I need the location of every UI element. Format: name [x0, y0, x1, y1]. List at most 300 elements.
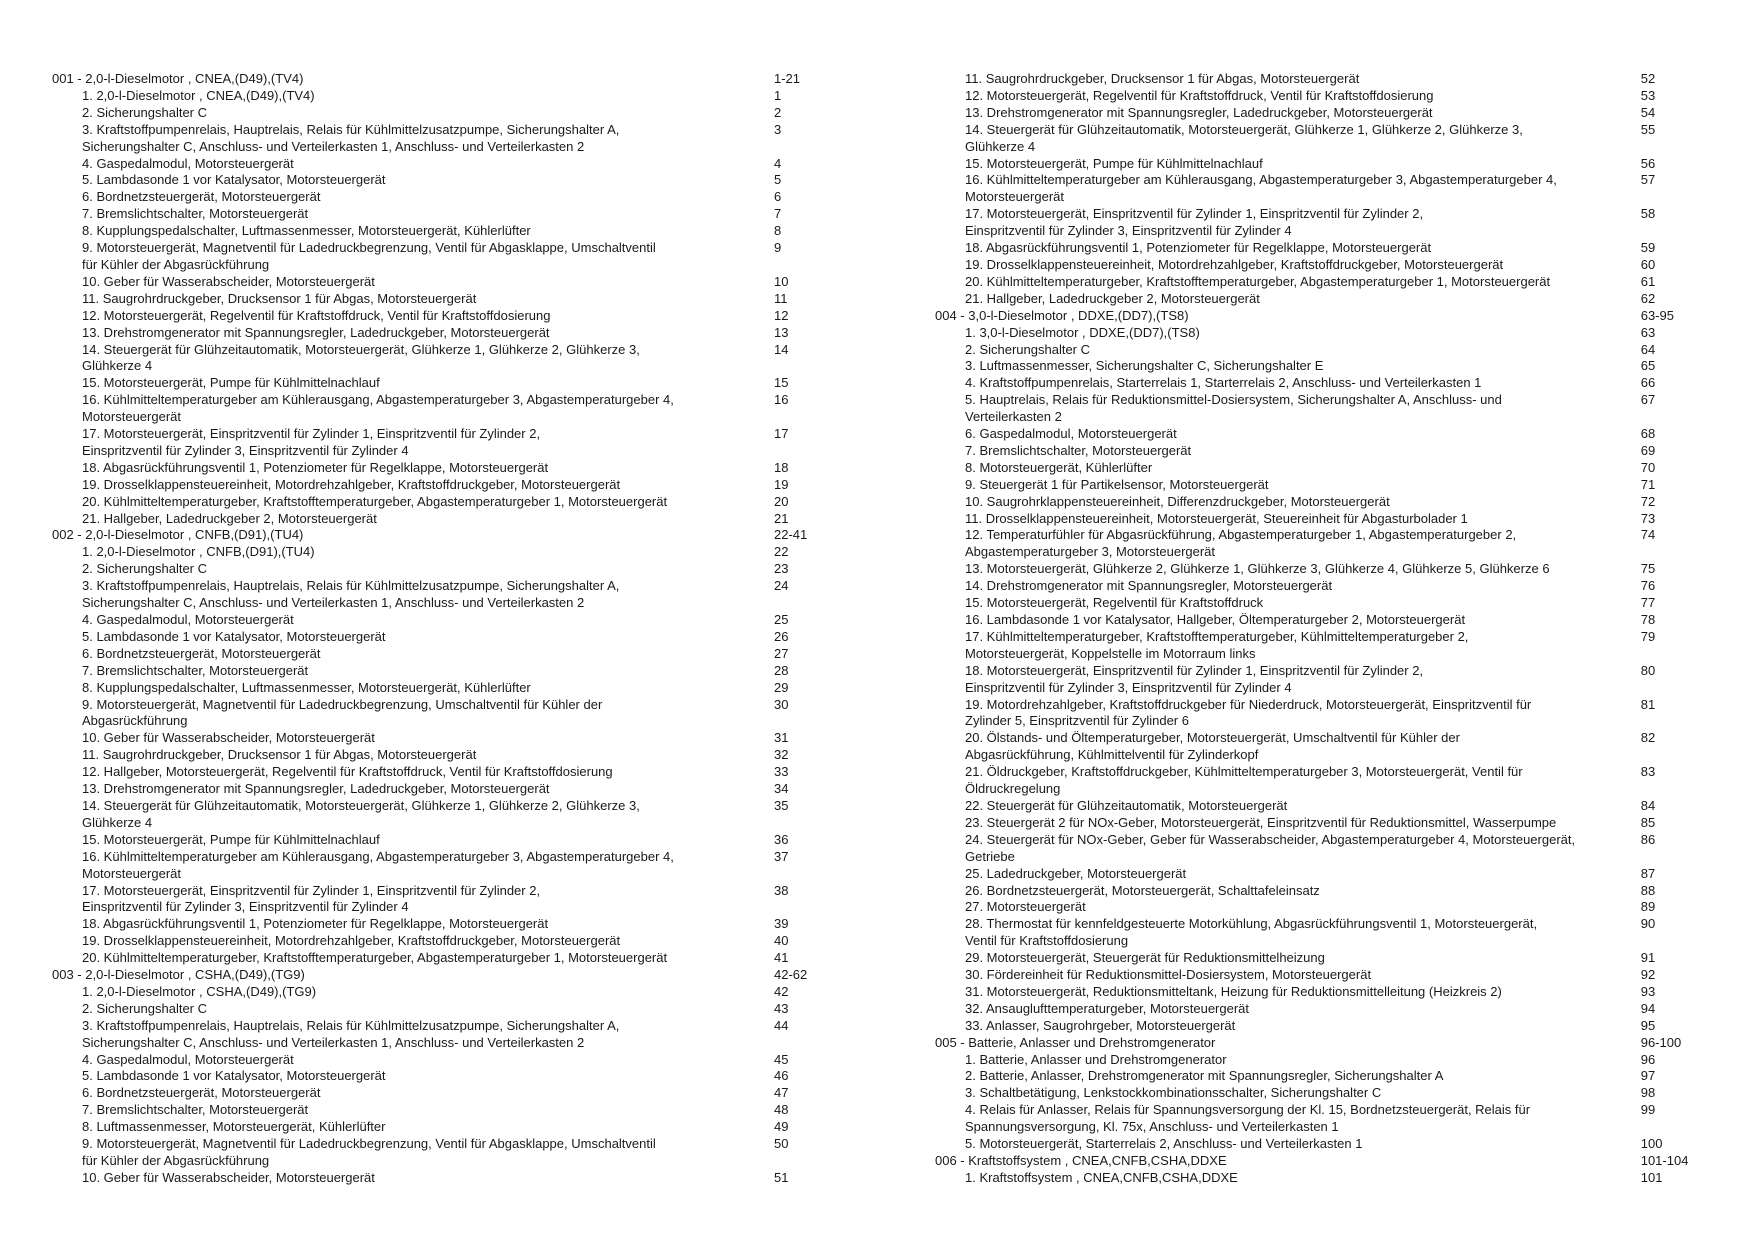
toc-entry-title: 9. Motorsteuergerät, Magnetventil für Ladedruckbegrenzung, Umschaltventil für Kühler der Abgasrückführung: [82, 696, 603, 729]
toc-section[interactable]: [52, 527, 864, 544]
toc-entry-page: 2: [774, 104, 782, 120]
toc-entry[interactable]: [52, 172, 864, 189]
toc-entry-page: 71: [1640, 476, 1656, 492]
toc-entry-page: 19: [774, 476, 789, 492]
toc-entry-page: 37: [774, 848, 789, 864]
toc-entry-page: 84: [1640, 797, 1656, 813]
toc-entry-page: 76: [1640, 578, 1656, 594]
toc-entry-title: 006 - Kraftstoffsystem , CNEA,CNFB,CSHA,DDXE: [935, 1153, 1227, 1168]
toc-entry-page: 52: [1640, 71, 1656, 86]
toc-entry[interactable]: [935, 1068, 1710, 1085]
toc-entry[interactable]: [935, 967, 1710, 984]
toc-entry[interactable]: [935, 1018, 1710, 1035]
toc-entry[interactable]: [52, 1136, 864, 1170]
toc-entry[interactable]: [52, 764, 864, 781]
toc-entry-title: 8. Kupplungspedalschalter, Luftmassenmesser, Motorsteuergerät, Kühlerlüfter: [82, 223, 531, 239]
toc-entry-page: 12: [774, 307, 789, 323]
toc-entry[interactable]: [935, 798, 1710, 815]
toc-entry[interactable]: [52, 984, 864, 1001]
toc-entry[interactable]: [52, 308, 864, 325]
toc-entry-title: 12. Temperaturfühler für Abgasrückführung, Abgastemperaturgeber 1, Abgastemperaturgeber 2, Abgastemperaturgeber 3, Motorsteuergerät: [965, 527, 1517, 560]
toc-entry[interactable]: [52, 105, 864, 122]
toc-entry-page: 13: [774, 324, 789, 340]
toc-entry-title: 1. 2,0-l-Dieselmotor , CNEA,(D49),(TV4): [82, 87, 315, 103]
toc-entry[interactable]: [52, 274, 864, 291]
toc-entry-title: 3. Kraftstoffpumpenrelais, Hauptrelais, Relais für Kühlmittelzusatzpumpe, Sicherungshalter A, Sicherungshalter C, Anschluss- und Verteilerkasten 1, Anschluss- und Verteilerkasten 2: [82, 1017, 620, 1050]
toc-entry[interactable]: [935, 274, 1710, 291]
toc-entry[interactable]: [935, 257, 1710, 274]
toc-entry-title: 002 - 2,0-l-Dieselmotor , CNFB,(D91),(TU4): [52, 527, 304, 543]
toc-entry-page: 10: [774, 273, 789, 289]
toc-entry-title: 18. Abgasrückführungsventil 1, Potenziometer für Regelklappe, Motorsteuergerät: [82, 916, 549, 932]
toc-entry-title: 5. Lambdasonde 1 vor Katalysator, Motorsteuergerät: [82, 172, 386, 188]
toc-entry[interactable]: [935, 1085, 1710, 1102]
toc-entry[interactable]: [52, 1119, 864, 1136]
toc-entry-title: 26. Bordnetzsteuergerät, Motorsteuergerät, Schalttafeleinsatz: [965, 882, 1320, 898]
toc-entry[interactable]: [52, 156, 864, 173]
toc-entry-title: 005 - Batterie, Anlasser und Drehstromgenerator: [935, 1034, 1216, 1050]
toc-entry[interactable]: [935, 291, 1710, 308]
toc-entry-page: 21: [774, 510, 789, 526]
toc-entry[interactable]: [52, 916, 864, 933]
toc-entry-title: 30. Fördereinheit für Reduktionsmittel-Dosiersystem, Motorsteuergerät: [965, 967, 1372, 983]
toc-entry-title: 8. Luftmassenmesser, Motorsteuergerät, Kühlerlüfter: [82, 1119, 386, 1135]
toc-entry-page: 89: [1640, 899, 1656, 915]
toc-entry-title: 2. Sicherungshalter C: [82, 561, 208, 577]
toc-entry[interactable]: [52, 933, 864, 950]
toc-entry-title: 16. Kühlmitteltemperaturgeber am Kühlerausgang, Abgastemperaturgeber 3, Abgastemperaturgeber 4, Motorsteuergerät: [965, 172, 1557, 205]
toc-entry-title: 19. Drosselklappensteuereinheit, Motordrehzahlgeber, Kraftstoffdruckgeber, Motorsteuergerät: [965, 256, 1504, 272]
toc-entry[interactable]: [935, 1136, 1710, 1153]
toc-entry-page: 54: [1640, 104, 1656, 120]
toc-entry-page: 24: [774, 578, 789, 594]
toc-entry-title: 8. Kupplungspedalschalter, Luftmassenmesser, Motorsteuergerät, Kühlerlüfter: [82, 679, 531, 695]
toc-entry-title: 23. Steuergerät 2 für NOx-Geber, Motorsteuergerät, Einspritzventil für Reduktionsmittel, Wasserpumpe: [965, 814, 1557, 830]
toc-entry-title: 19. Motordrehzahlgeber, Kraftstoffdruckgeber für Niederdruck, Motorsteuergerät, Einspritzventil für Zylinder 5, Einspritzventil für Zylinder 6: [965, 696, 1532, 729]
toc-entry-title: 14. Steuergerät für Glühzeitautomatik, Motorsteuergerät, Glühkerze 1, Glühkerze 2, Glühkerze 3, Glühkerze 4: [82, 341, 640, 374]
toc-entry-page: 86: [1640, 831, 1656, 847]
toc-entry-title: 1. 2,0-l-Dieselmotor , CNFB,(D91),(TU4): [82, 544, 315, 560]
toc-section[interactable]: [935, 1035, 1710, 1052]
toc-section[interactable]: [935, 1153, 1710, 1170]
toc-section[interactable]: [935, 308, 1710, 325]
toc-entry[interactable]: [52, 747, 864, 764]
toc-entry-page: 79: [1640, 628, 1656, 644]
toc-entry[interactable]: [52, 629, 864, 646]
toc-entry-page: 96: [1640, 1051, 1656, 1067]
toc-entry[interactable]: [52, 325, 864, 342]
toc-entry[interactable]: [52, 832, 864, 849]
toc-entry-page: 90: [1640, 916, 1656, 932]
toc-entry[interactable]: [935, 240, 1710, 257]
toc-entry-title: 6. Bordnetzsteuergerät, Motorsteuergerät: [82, 189, 321, 205]
toc-entry[interactable]: [52, 1018, 864, 1052]
toc-entry-title: 9. Motorsteuergerät, Magnetventil für Ladedruckbegrenzung, Ventil für Abgasklappe, Umschaltventil für Kühler der Abgasrückführung: [82, 1136, 656, 1168]
toc-entry[interactable]: [935, 612, 1710, 629]
toc-entry-title: 19. Drosselklappensteuereinheit, Motordrehzahlgeber, Kraftstoffdruckgeber, Motorsteuergerät: [82, 476, 621, 492]
toc-entry-page: 47: [774, 1085, 789, 1101]
toc-entry-title: 19. Drosselklappensteuereinheit, Motordrehzahlgeber, Kraftstoffdruckgeber, Motorsteuergerät: [82, 933, 621, 949]
toc-entry-page: 100: [1640, 1136, 1663, 1152]
toc-entry-page: 5: [774, 172, 782, 188]
toc-entry-page: 81: [1640, 696, 1656, 712]
toc-entry[interactable]: [935, 71, 1710, 88]
toc-entry-page: 75: [1640, 561, 1656, 577]
toc-entry-title: 3. Schaltbetätigung, Lenkstockkombinationsschalter, Sicherungshalter C: [965, 1085, 1382, 1101]
toc-entry-title: 7. Bremslichtschalter, Motorsteuergerät: [82, 1102, 309, 1118]
toc-entry-title: 15. Motorsteuergerät, Pumpe für Kühlmittelnachlauf: [82, 375, 380, 391]
toc-entry[interactable]: [52, 477, 864, 494]
toc-entry-title: 29. Motorsteuergerät, Steuergerät für Reduktionsmittelheizung: [965, 950, 1325, 966]
toc-entry-title: 21. Öldruckgeber, Kraftstoffdruckgeber, Kühlmitteltemperaturgeber 3, Motorsteuergerät, Ventil für Öldruckregelung: [965, 764, 1523, 797]
toc-entry-page: 22-41: [774, 527, 808, 543]
toc-column-left: [52, 71, 864, 1187]
toc-entry[interactable]: [935, 342, 1710, 359]
toc-entry-page: 29: [774, 679, 789, 695]
toc-entry[interactable]: [52, 1052, 864, 1069]
toc-entry-page: 51: [774, 1169, 789, 1185]
toc-entry-title: 7. Bremslichtschalter, Motorsteuergerät: [82, 662, 309, 678]
toc-entry[interactable]: [935, 1052, 1710, 1069]
toc-entry-title: 4. Kraftstoffpumpenrelais, Starterrelais 1, Starterrelais 2, Anschluss- und Verteilerkasten 1: [965, 375, 1482, 391]
toc-entry[interactable]: [935, 426, 1710, 443]
toc-entry[interactable]: [52, 206, 864, 223]
toc-entry-page: 88: [1640, 882, 1656, 898]
toc-entry-title: 16. Lambdasonde 1 vor Katalysator, Hallgeber, Öltemperaturgeber 2, Motorsteuergerät: [965, 612, 1466, 627]
toc-entry[interactable]: [935, 629, 1710, 663]
toc-entry-title: 6. Bordnetzsteuergerät, Motorsteuergerät: [82, 645, 321, 661]
toc-entry-title: 1. 2,0-l-Dieselmotor , CSHA,(D49),(TG9): [82, 983, 317, 999]
toc-entry-page: 44: [774, 1017, 789, 1033]
toc-entry-page: 60: [1640, 256, 1656, 272]
toc-entry[interactable]: [935, 578, 1710, 595]
toc-entry[interactable]: [935, 832, 1710, 866]
toc-entry-title: 18. Motorsteuergerät, Einspritzventil für Zylinder 1, Einspritzventil für Zylinder 2, Einspritzventil für Zylinder 3, Einspritzventil für Zylinder 4: [965, 662, 1424, 695]
toc-entry-title: 4. Gaspedalmodul, Motorsteuergerät: [82, 612, 294, 627]
toc-entry-title: 2. Sicherungshalter C: [82, 1000, 208, 1016]
toc-entry-title: 001 - 2,0-l-Dieselmotor , CNEA,(D49),(TV4): [52, 71, 304, 86]
toc-entry-title: 15. Motorsteuergerät, Pumpe für Kühlmittelnachlauf: [82, 831, 380, 847]
toc-entry[interactable]: [52, 1085, 864, 1102]
toc-entry-page: 64: [1640, 341, 1656, 357]
toc-entry-page: 56: [1640, 155, 1656, 171]
toc-entry[interactable]: [52, 375, 864, 392]
toc-entry-page: 16: [774, 392, 789, 408]
toc-entry-page: 18: [774, 459, 789, 475]
toc-entry-page: 80: [1640, 662, 1656, 678]
toc-entry-title: 13. Drehstromgenerator mit Spannungsregler, Ladedruckgeber, Motorsteuergerät: [965, 104, 1433, 120]
toc-entry[interactable]: [935, 156, 1710, 173]
toc-entry-page: 30: [774, 696, 789, 712]
toc-entry-page: 83: [1640, 764, 1656, 780]
toc-entry[interactable]: [935, 561, 1710, 578]
toc-entry-page: 65: [1640, 358, 1656, 374]
toc-entry-page: 36: [774, 831, 789, 847]
toc-entry-title: 17. Motorsteuergerät, Einspritzventil für Zylinder 1, Einspritzventil für Zylinder 2, Einspritzventil für Zylinder 3, Einspritzventil für Zylinder 4: [965, 206, 1424, 239]
toc-entry[interactable]: [935, 206, 1710, 240]
toc-entry-title: 5. Lambdasonde 1 vor Katalysator, Motorsteuergerät: [82, 628, 386, 644]
toc-entry[interactable]: [52, 781, 864, 798]
toc-entry-title: 14. Drehstromgenerator mit Spannungsregler, Motorsteuergerät: [965, 578, 1333, 594]
toc-entry-title: 4. Gaspedalmodul, Motorsteuergerät: [82, 1051, 294, 1067]
toc-entry[interactable]: [52, 511, 864, 528]
toc-entry-title: 1. Kraftstoffsystem , CNEA,CNFB,CSHA,DDXE: [965, 1169, 1238, 1185]
toc-entry[interactable]: [52, 240, 864, 274]
toc-entry[interactable]: [935, 899, 1710, 916]
toc-entry-page: 9: [774, 240, 782, 256]
toc-section[interactable]: [52, 967, 864, 984]
toc-entry-page: 6: [774, 189, 782, 205]
toc-entry[interactable]: [52, 697, 864, 731]
toc-entry-title: 10. Geber für Wasserabscheider, Motorsteuergerät: [82, 273, 375, 289]
toc-entry[interactable]: [52, 680, 864, 697]
toc-entry[interactable]: [935, 105, 1710, 122]
toc-entry-title: 004 - 3,0-l-Dieselmotor , DDXE,(DD7),(TS8): [935, 307, 1189, 323]
toc-entry[interactable]: [935, 866, 1710, 883]
toc-entry-page: 97: [1640, 1068, 1656, 1084]
toc-entry[interactable]: [935, 663, 1710, 697]
toc-entry-page: 85: [1640, 814, 1656, 830]
toc-entry[interactable]: [52, 1068, 864, 1085]
toc-entry[interactable]: [935, 477, 1710, 494]
toc-entry-title: 2. Sicherungshalter C: [82, 104, 208, 120]
toc-entry-page: 1: [774, 87, 782, 103]
toc-entry[interactable]: [935, 1102, 1710, 1136]
toc-entry[interactable]: [935, 511, 1710, 528]
toc-entry-title: 6. Gaspedalmodul, Motorsteuergerät: [965, 426, 1177, 442]
toc-entry-page: 70: [1640, 459, 1656, 475]
toc-entry-page: 46: [774, 1068, 789, 1084]
toc-entry[interactable]: [52, 189, 864, 206]
toc-entry-page: 95: [1640, 1017, 1656, 1033]
toc-entry-title: 8. Motorsteuergerät, Kühlerlüfter: [965, 459, 1153, 475]
toc-entry-title: 32. Ansauglufttemperaturgeber, Motorsteuergerät: [965, 1000, 1250, 1016]
toc-entry[interactable]: [52, 578, 864, 612]
toc-entry-page: 77: [1640, 595, 1656, 611]
toc-entry-page: 4: [774, 155, 782, 171]
toc-entry[interactable]: [935, 88, 1710, 105]
toc-entry[interactable]: [52, 460, 864, 477]
toc-entry[interactable]: [935, 122, 1710, 156]
toc-entry-page: 96-100: [1640, 1034, 1682, 1050]
toc-entry-title: 33. Anlasser, Saugrohrgeber, Motorsteuergerät: [965, 1017, 1236, 1033]
toc-entry-page: 35: [774, 797, 789, 813]
toc-entry[interactable]: [935, 392, 1710, 426]
toc-entry-title: 18. Abgasrückführungsventil 1, Potenziometer für Regelklappe, Motorsteuergerät: [82, 459, 549, 475]
toc-column-right: [935, 71, 1710, 1187]
toc-entry-page: 45: [774, 1051, 789, 1067]
toc-entry-page: 23: [774, 561, 789, 577]
toc-entry[interactable]: [52, 663, 864, 680]
toc-entry-title: 27. Motorsteuergerät: [965, 899, 1086, 915]
toc-entry-page: 72: [1640, 493, 1656, 509]
toc-entry-title: 4. Gaspedalmodul, Motorsteuergerät: [82, 155, 294, 171]
toc-entry-page: 41: [774, 950, 789, 966]
toc-entry-title: 5. Hauptrelais, Relais für Reduktionsmittel-Dosiersystem, Sicherungshalter A, Anschluss- und Verteilerkasten 2: [965, 392, 1502, 425]
toc-entry[interactable]: [52, 1001, 864, 1018]
toc-entry-title: 15. Motorsteuergerät, Regelventil für Kraftstoffdruck: [965, 595, 1264, 611]
toc-entry[interactable]: [935, 595, 1710, 612]
toc-entry-page: 63: [1640, 324, 1656, 340]
toc-entry-page: 22: [774, 544, 789, 560]
toc-entry-page: 25: [774, 612, 789, 627]
toc-entry-page: 42: [774, 983, 789, 999]
toc-entry-title: 7. Bremslichtschalter, Motorsteuergerät: [82, 206, 309, 222]
toc-entry-page: 31: [774, 730, 789, 746]
toc-entry-title: 2. Sicherungshalter C: [965, 341, 1091, 357]
toc-entry-title: 14. Steuergerät für Glühzeitautomatik, Motorsteuergerät, Glühkerze 1, Glühkerze 2, Glühkerze 3, Glühkerze 4: [82, 797, 640, 830]
toc-entry-page: 98: [1640, 1085, 1656, 1101]
toc-entry[interactable]: [935, 494, 1710, 511]
toc-entry-page: 28: [774, 662, 789, 678]
toc-entry-page: 42-62: [774, 967, 808, 983]
toc-entry-title: 20. Ölstands- und Öltemperaturgeber, Motorsteuergerät, Umschaltventil für Kühler der Abgasrückführung, Kühlmittelventil für Zylinderkopf: [965, 730, 1460, 763]
toc-entry-page: 61: [1640, 273, 1656, 289]
toc-entry[interactable]: [52, 849, 864, 883]
toc-entry-title: 7. Bremslichtschalter, Motorsteuergerät: [965, 442, 1192, 458]
toc-entry[interactable]: [52, 342, 864, 376]
toc-entry[interactable]: [52, 798, 864, 832]
toc-entry[interactable]: [935, 730, 1710, 764]
toc-entry-title: 17. Motorsteuergerät, Einspritzventil für Zylinder 1, Einspritzventil für Zylinder 2, Einspritzventil für Zylinder 3, Einspritzventil für Zylinder 4: [82, 426, 541, 458]
toc-entry[interactable]: [935, 460, 1710, 477]
toc-entry-title: 20. Kühlmitteltemperaturgeber, Kraftstofftemperaturgeber, Abgastemperaturgeber 1, Motorsteuergerät: [82, 950, 668, 966]
toc-entry-page: 99: [1640, 1102, 1656, 1118]
toc-entry[interactable]: [935, 358, 1710, 375]
toc-entry-page: 74: [1640, 527, 1656, 543]
toc-entry[interactable]: [52, 1102, 864, 1119]
toc-entry[interactable]: [935, 1001, 1710, 1018]
toc-entry-title: 2. Batterie, Anlasser, Drehstromgenerator mit Spannungsregler, Sicherungshalter A: [965, 1068, 1444, 1084]
toc-entry-page: 14: [774, 341, 789, 357]
toc-entry[interactable]: [52, 612, 864, 629]
toc-entry-title: 21. Hallgeber, Ladedruckgeber 2, Motorsteuergerät: [82, 510, 377, 526]
toc-entry-page: 58: [1640, 206, 1656, 222]
toc-entry[interactable]: [935, 1170, 1710, 1187]
toc-entry-title: 11. Saugrohrdruckgeber, Drucksensor 1 für Abgas, Motorsteuergerät: [82, 290, 477, 306]
toc-entry-title: 3. Luftmassenmesser, Sicherungshalter C, Sicherungshalter E: [965, 358, 1324, 374]
toc-section[interactable]: [52, 71, 864, 88]
toc-entry-page: 91: [1640, 950, 1656, 966]
toc-entry[interactable]: [52, 1170, 864, 1187]
toc-entry-title: 28. Thermostat für kennfeldgesteuerte Motorkühlung, Abgasrückführungsventil 1, Motorsteuergerät, Ventil für Kraftstoffdosierung: [965, 916, 1538, 949]
toc-entry-title: 4. Relais für Anlasser, Relais für Spannungsversorgung der Kl. 15, Bordnetzsteuergerät, Relais für Spannungsversorgung, Kl. 75x, Anschluss- und Verteilerkasten 1: [965, 1102, 1531, 1135]
toc-entry-page: 1-21: [774, 71, 801, 86]
toc-entry-page: 27: [774, 645, 789, 661]
toc-entry-page: 57: [1640, 172, 1656, 188]
toc-entry-page: 3: [774, 121, 782, 137]
toc-entry-title: 31. Motorsteuergerät, Reduktionsmitteltank, Heizung für Reduktionsmittelleitung (Heizkreis 2): [965, 983, 1502, 999]
toc-entry-page: 101-104: [1640, 1153, 1689, 1168]
toc-entry-page: 53: [1640, 87, 1656, 103]
toc-entry[interactable]: [52, 291, 864, 308]
toc-entry[interactable]: [935, 916, 1710, 950]
toc-entry-title: 12. Motorsteuergerät, Regelventil für Kraftstoffdruck, Ventil für Kraftstoffdosierung: [82, 307, 551, 323]
toc-entry-title: 14. Steuergerät für Glühzeitautomatik, Motorsteuergerät, Glühkerze 1, Glühkerze 2, Glühkerze 3, Glühkerze 4: [965, 121, 1523, 154]
toc-entry-title: 3. Kraftstoffpumpenrelais, Hauptrelais, Relais für Kühlmittelzusatzpumpe, Sicherungshalter A, Sicherungshalter C, Anschluss- und Verteilerkasten 1, Anschluss- und Verteilerkasten 2: [82, 578, 620, 611]
toc-entry[interactable]: [935, 443, 1710, 460]
toc-entry[interactable]: [935, 172, 1710, 206]
toc-entry-title: 3. Kraftstoffpumpenrelais, Hauptrelais, Relais für Kühlmittelzusatzpumpe, Sicherungshalter A, Sicherungshalter C, Anschluss- und Verteilerkasten 1, Anschluss- und Verteilerkasten 2: [82, 121, 620, 154]
toc-entry[interactable]: [52, 122, 864, 156]
toc-entry-title: 11. Saugrohrdruckgeber, Drucksensor 1 für Abgas, Motorsteuergerät: [965, 71, 1360, 86]
toc-entry-title: 20. Kühlmitteltemperaturgeber, Kraftstofftemperaturgeber, Abgastemperaturgeber 1, Motorsteuergerät: [82, 493, 668, 509]
toc-entry[interactable]: [52, 223, 864, 240]
toc-entry[interactable]: [935, 375, 1710, 392]
toc-entry-page: 93: [1640, 983, 1656, 999]
toc-entry-page: 26: [774, 628, 789, 644]
toc-entry[interactable]: [52, 426, 864, 460]
toc-entry[interactable]: [52, 544, 864, 561]
toc-entry[interactable]: [52, 392, 864, 426]
toc-entry-page: 101: [1640, 1169, 1663, 1185]
toc-entry[interactable]: [52, 883, 864, 917]
toc-entry[interactable]: [935, 325, 1710, 342]
toc-entry-title: 17. Motorsteuergerät, Einspritzventil für Zylinder 1, Einspritzventil für Zylinder 2, Einspritzventil für Zylinder 3, Einspritzventil für Zylinder 4: [82, 882, 541, 915]
toc-entry[interactable]: [935, 883, 1710, 900]
toc-entry-title: 003 - 2,0-l-Dieselmotor , CSHA,(D49),(TG9): [52, 967, 305, 983]
toc-entry-title: 18. Abgasrückführungsventil 1, Potenziometer für Regelklappe, Motorsteuergerät: [965, 240, 1432, 256]
toc-entry-title: 5. Lambdasonde 1 vor Katalysator, Motorsteuergerät: [82, 1068, 386, 1084]
toc-entry[interactable]: [935, 764, 1710, 798]
toc-entry-title: 12. Hallgeber, Motorsteuergerät, Regelventil für Kraftstoffdruck, Ventil für Kraftstoffdosierung: [82, 764, 613, 780]
toc-entry-title: 21. Hallgeber, Ladedruckgeber 2, Motorsteuergerät: [965, 290, 1260, 306]
toc-entry-title: 11. Drosselklappensteuereinheit, Motorsteuergerät, Steuereinheit für Abgasturbolader 1: [965, 510, 1468, 526]
toc-entry-page: 7: [774, 206, 782, 222]
toc-entry[interactable]: [52, 730, 864, 747]
toc-entry-page: 34: [774, 781, 789, 797]
toc-entry-page: 8: [774, 223, 782, 239]
toc-entry-title: 10. Geber für Wasserabscheider, Motorsteuergerät: [82, 1169, 375, 1185]
toc-entry[interactable]: [935, 815, 1710, 832]
toc-entry-page: 20: [774, 493, 789, 509]
toc-entry-page: 17: [774, 426, 789, 442]
toc-entry-page: 63-95: [1640, 307, 1674, 323]
toc-entry-title: 13. Motorsteuergerät, Glühkerze 2, Glühkerze 1, Glühkerze 3, Glühkerze 4, Glühkerze 5, Glühkerze 6: [965, 561, 1550, 577]
toc-entry-page: 33: [774, 764, 789, 780]
toc-entry[interactable]: [935, 527, 1710, 561]
toc-entry-title: 13. Drehstromgenerator mit Spannungsregler, Ladedruckgeber, Motorsteuergerät: [82, 324, 550, 340]
toc-entry-page: 73: [1640, 510, 1656, 526]
toc-entry-page: 40: [774, 933, 789, 949]
toc-entry[interactable]: [52, 494, 864, 511]
toc-entry[interactable]: [52, 646, 864, 663]
toc-entry-title: 9. Steuergerät 1 für Partikelsensor, Motorsteuergerät: [965, 476, 1269, 492]
toc-entry-page: 94: [1640, 1000, 1656, 1016]
toc-entry-title: 17. Kühlmitteltemperaturgeber, Kraftstofftemperaturgeber, Kühlmitteltemperaturgeber 2, Motorsteuergerät, Koppelstelle im Motorraum links: [965, 628, 1469, 661]
toc-entry-page: 43: [774, 1000, 789, 1016]
toc-entry-page: 11: [774, 290, 788, 306]
toc-entry-title: 13. Drehstromgenerator mit Spannungsregler, Ladedruckgeber, Motorsteuergerät: [82, 781, 550, 797]
toc-entry-page: 67: [1640, 392, 1656, 408]
toc-entry-title: 16. Kühlmitteltemperaturgeber am Kühlerausgang, Abgastemperaturgeber 3, Abgastemperaturgeber 4, Motorsteuergerät: [82, 848, 674, 881]
toc-entry-page: 55: [1640, 121, 1656, 137]
toc-entry-title: 1. Batterie, Anlasser und Drehstromgenerator: [965, 1051, 1227, 1067]
toc-entry[interactable]: [52, 88, 864, 105]
toc-entry-title: 20. Kühlmitteltemperaturgeber, Kraftstofftemperaturgeber, Abgastemperaturgeber 1, Motorsteuergerät: [965, 273, 1551, 289]
toc-entry-page: 62: [1640, 290, 1656, 306]
toc-entry[interactable]: [935, 984, 1710, 1001]
toc-entry-page: 69: [1640, 442, 1656, 458]
toc-entry-title: 9. Motorsteuergerät, Magnetventil für Ladedruckbegrenzung, Ventil für Abgasklappe, Umschaltventil für Kühler der Abgasrückführung: [82, 240, 656, 272]
toc-entry[interactable]: [52, 950, 864, 967]
toc-entry-page: 68: [1640, 426, 1656, 442]
toc-entry-page: 50: [774, 1136, 789, 1152]
toc-entry-title: 1. 3,0-l-Dieselmotor , DDXE,(DD7),(TS8): [965, 324, 1200, 340]
toc-entry[interactable]: [935, 950, 1710, 967]
toc-entry[interactable]: [935, 697, 1710, 731]
toc-entry[interactable]: [52, 561, 864, 578]
